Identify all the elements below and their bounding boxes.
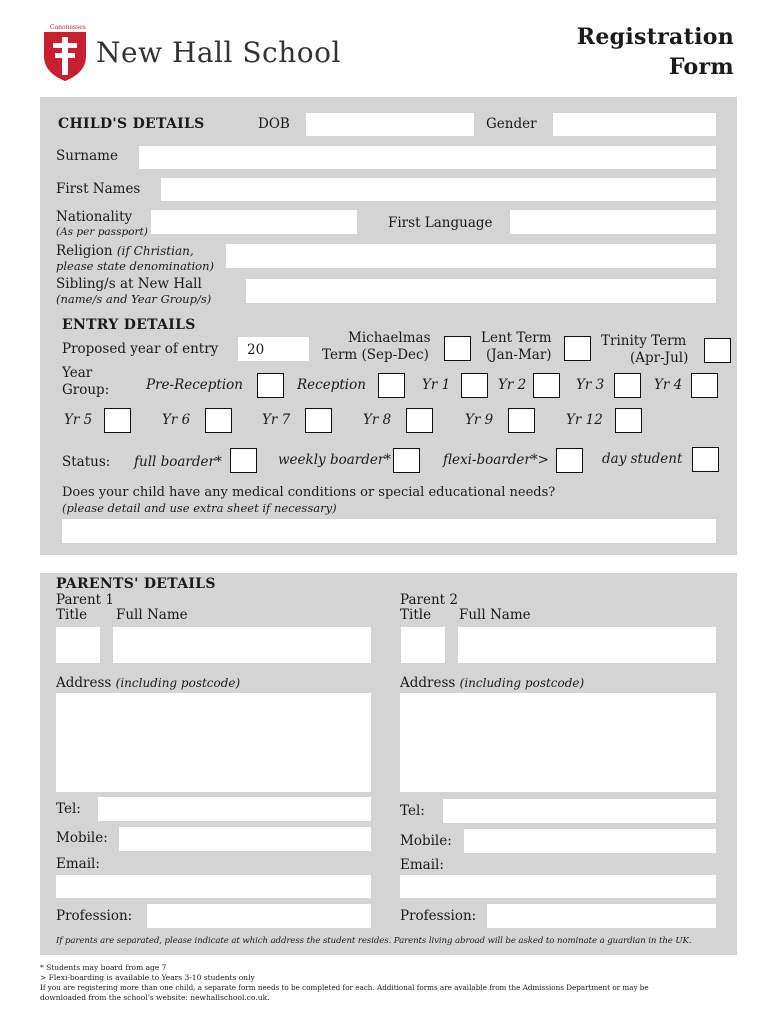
- year-checkbox[interactable]: [615, 408, 642, 433]
- parent1-title-label: Title: [56, 607, 88, 623]
- year-checkbox[interactable]: [378, 373, 405, 398]
- year-option-label: Yr 3: [576, 377, 605, 393]
- first-names-field[interactable]: [161, 178, 716, 201]
- parent2-email-label: Email:: [400, 857, 444, 873]
- parent1-mobile-label: Mobile:: [56, 830, 108, 846]
- year-checkbox[interactable]: [461, 373, 488, 398]
- nationality-field[interactable]: [151, 210, 357, 234]
- parent2-address-label: [400, 675, 584, 691]
- year-option-label: Yr 12: [566, 412, 603, 428]
- day-student-checkbox[interactable]: [692, 447, 719, 472]
- parent1-profession-field[interactable]: [147, 904, 371, 928]
- year-option-label: Yr 1: [422, 377, 451, 393]
- michaelmas-label1: Michaelmas: [348, 330, 431, 346]
- siblings-field[interactable]: [246, 279, 716, 303]
- siblings-note: (name/s and Year Group/s): [56, 292, 212, 306]
- year-option-label: Yr 8: [363, 412, 392, 428]
- parent2-tel-label: Tel:: [400, 803, 425, 819]
- year-option-label: Yr 9: [465, 412, 494, 428]
- parent2-profession-field[interactable]: [487, 904, 716, 928]
- parent2-address-field[interactable]: [400, 693, 716, 792]
- michaelmas-label2: Term (Sep-Dec): [322, 347, 429, 363]
- parent2-mobile-label: Mobile:: [400, 833, 452, 849]
- surname-label: Surname: [56, 148, 118, 164]
- crest-icon: [42, 26, 88, 82]
- first-language-label: First Language: [388, 215, 493, 231]
- year-option-label: Yr 2: [498, 377, 527, 393]
- first-names-label: First Names: [56, 181, 141, 197]
- parent2-title-label: Title: [400, 607, 432, 623]
- day-student-label: day student: [602, 451, 683, 467]
- parent2-fullname-label: Full Name: [459, 607, 531, 623]
- michaelmas-checkbox[interactable]: [444, 336, 471, 361]
- address-text: Address: [400, 675, 456, 691]
- child-details-heading: CHILD'S DETAILS: [58, 116, 205, 132]
- religion-label: [56, 243, 194, 259]
- footer-note-2: > Flexi-boarding is available to Years 3-10 students only: [40, 973, 255, 982]
- parent1-email-label: Email:: [56, 856, 100, 872]
- full-boarder-checkbox[interactable]: [230, 448, 257, 473]
- year-checkbox[interactable]: [406, 408, 433, 433]
- footer-note-1: * Students may board from age 7: [40, 963, 167, 972]
- parent1-tel-field[interactable]: [98, 797, 371, 821]
- lent-checkbox[interactable]: [564, 336, 591, 361]
- parent1-address-label: [56, 675, 240, 691]
- siblings-label: Sibling/s at New Hall: [56, 276, 202, 292]
- parent1-fullname-field[interactable]: [113, 627, 371, 663]
- year-option-label: Yr 4: [654, 377, 683, 393]
- dob-field[interactable]: [306, 113, 474, 136]
- parent1-fullname-label: Full Name: [116, 607, 188, 623]
- year-checkbox[interactable]: [257, 373, 284, 398]
- year-checkbox[interactable]: [508, 408, 535, 433]
- year-option-label: Yr 7: [262, 412, 291, 428]
- year-checkbox[interactable]: [104, 408, 131, 433]
- school-crest: [42, 26, 88, 82]
- nationality-note: (As per passport): [56, 226, 148, 238]
- surname-field[interactable]: [139, 146, 716, 169]
- year-checkbox[interactable]: [691, 373, 718, 398]
- parent1-title-field[interactable]: [56, 627, 100, 663]
- parent1-label: Parent 1: [56, 592, 114, 608]
- proposed-year-label: Proposed year of entry: [62, 341, 219, 357]
- year-group-label2: Group:: [62, 382, 110, 398]
- parent1-profession-label: Profession:: [56, 908, 133, 924]
- parent2-tel-field[interactable]: [443, 799, 716, 823]
- year-option-label: Pre-Reception: [146, 377, 243, 393]
- gender-field[interactable]: [553, 113, 716, 136]
- parent1-mobile-field[interactable]: [119, 827, 371, 851]
- parents-details-heading: PARENTS' DETAILS: [56, 576, 216, 592]
- year-checkbox[interactable]: [533, 373, 560, 398]
- parent2-title-field[interactable]: [401, 627, 445, 663]
- religion-field[interactable]: [226, 244, 716, 268]
- religion-text: Religion: [56, 243, 113, 259]
- gender-label: Gender: [486, 116, 537, 132]
- trinity-label2: (Apr-Jul): [630, 350, 689, 366]
- first-language-field[interactable]: [510, 210, 716, 234]
- medical-note: (please detail and use extra sheet if necessary): [62, 501, 337, 515]
- parent1-email-field[interactable]: [56, 875, 371, 898]
- flexi-boarder-label: flexi-boarder*>: [443, 452, 549, 468]
- year-checkbox[interactable]: [614, 373, 641, 398]
- religion-note2: please state denomination): [56, 259, 214, 273]
- lent-label1: Lent Term: [481, 330, 552, 346]
- weekly-boarder-label: weekly boarder*: [278, 452, 392, 468]
- form-title-line2: Form: [668, 54, 734, 80]
- parent2-label: Parent 2: [400, 592, 458, 608]
- year-group-label1: Year: [62, 365, 93, 381]
- footer-note-4: downloaded from the school's website: newhallschool.co.uk.: [40, 993, 270, 1002]
- trinity-checkbox[interactable]: [704, 338, 731, 363]
- nationality-label: Nationality: [56, 209, 133, 225]
- entry-details-heading: ENTRY DETAILS: [62, 317, 196, 333]
- medical-question: Does your child have any medical conditions or special educational needs?: [62, 485, 556, 500]
- religion-note: (if Christian,: [116, 244, 194, 258]
- year-option-label: Reception: [297, 377, 366, 393]
- parent2-profession-label: Profession:: [400, 908, 477, 924]
- address-text: Address: [56, 675, 112, 691]
- medical-field[interactable]: [62, 519, 716, 543]
- full-boarder-label: full boarder*: [134, 454, 222, 470]
- year-option-label: Yr 5: [64, 412, 93, 428]
- dob-label: DOB: [258, 116, 290, 132]
- parent2-fullname-field[interactable]: [458, 627, 716, 663]
- weekly-boarder-checkbox[interactable]: [393, 448, 420, 473]
- year-checkbox[interactable]: [305, 408, 332, 433]
- proposed-year-value: 20: [247, 342, 265, 358]
- year-checkbox[interactable]: [205, 408, 232, 433]
- separated-note: If parents are separated, please indicate at which address the student resides. Parents living abroad will be asked to nominate a guardian in the UK.: [56, 936, 692, 946]
- parent2-mobile-field[interactable]: [464, 829, 716, 853]
- parent1-address-field[interactable]: [56, 693, 371, 792]
- year-option-label: Yr 6: [162, 412, 191, 428]
- footer-note-3: If you are registering more than one child, a separate form needs to be completed for each. Additional forms are available from the Admissions Department or may be: [40, 983, 649, 992]
- trinity-label1: Trinity Term: [601, 333, 687, 349]
- crest-small-text: Canonesses: [50, 24, 86, 31]
- school-name: New Hall School: [96, 36, 341, 69]
- address-note: (including postcode): [459, 676, 585, 690]
- flexi-boarder-checkbox[interactable]: [556, 448, 583, 473]
- form-title-line1: Registration: [576, 24, 734, 50]
- status-label: Status:: [62, 454, 111, 470]
- address-note: (including postcode): [115, 676, 241, 690]
- parent2-email-field[interactable]: [400, 875, 716, 898]
- lent-label2: (Jan-Mar): [486, 347, 552, 363]
- parent1-tel-label: Tel:: [56, 801, 81, 817]
